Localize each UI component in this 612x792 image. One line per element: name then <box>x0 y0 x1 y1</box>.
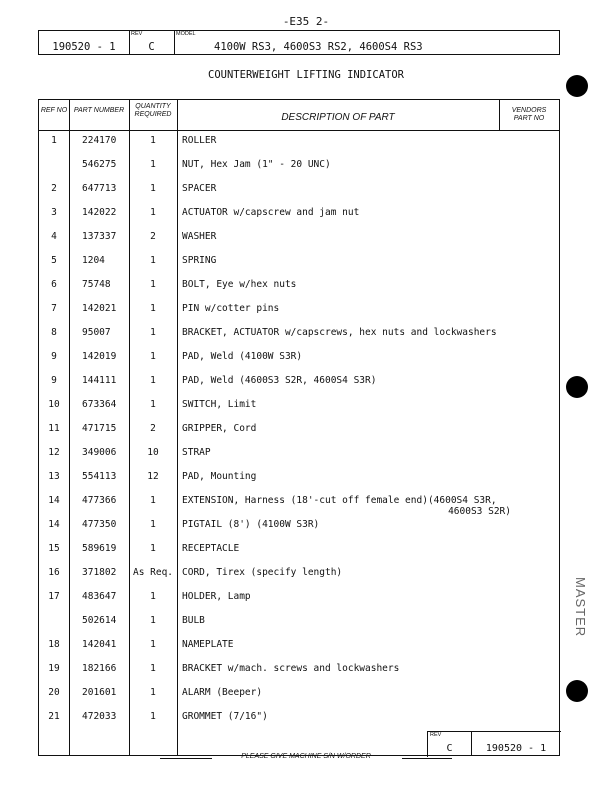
ref-no-cell: 9 <box>51 351 57 362</box>
table-row <box>39 471 559 495</box>
description-cell: NUT, Hex Jam (1" - 20 UNC) <box>182 159 331 170</box>
part-number-cell: 477366 <box>82 495 117 506</box>
part-number-cell: 137337 <box>82 231 117 242</box>
col-description: DESCRIPTION OF PART <box>281 112 395 123</box>
quantity-cell: 1 <box>150 711 156 722</box>
quantity-cell: 2 <box>150 423 156 434</box>
table-row <box>39 183 559 207</box>
ref-no-cell: 11 <box>48 423 60 434</box>
footer-rev: C <box>446 743 453 754</box>
footer-part-number: 190520 - 1 <box>485 743 547 754</box>
ref-no-cell: 19 <box>48 663 60 674</box>
part-number-cell: 546275 <box>82 159 117 170</box>
ref-no-cell: 15 <box>48 543 60 554</box>
header-rule <box>39 130 559 131</box>
table-row <box>39 207 559 231</box>
ref-no-cell: 16 <box>48 567 60 578</box>
quantity-cell: 1 <box>150 351 156 362</box>
quantity-cell: 1 <box>150 135 156 146</box>
table-row <box>39 279 559 303</box>
page-code: -E35 2- <box>282 15 330 28</box>
part-number-cell: 472033 <box>82 711 117 722</box>
table-row <box>39 327 559 351</box>
ref-no-cell: 5 <box>51 255 57 266</box>
binder-hole-middle <box>566 376 588 398</box>
parts-table <box>38 99 560 756</box>
description-cell: GRIPPER, Cord <box>182 423 257 434</box>
quantity-cell: 1 <box>150 303 156 314</box>
table-row <box>39 567 559 591</box>
ref-no-cell: 17 <box>48 591 60 602</box>
col-quantity-required: QUANTITY REQUIRED <box>134 103 172 118</box>
header-model: 4100W RS3, 4600S3 RS2, 4600S4 RS3 <box>214 41 423 53</box>
ref-no-cell: 6 <box>51 279 57 290</box>
description-cell: BRACKET w/mach. screws and lockwashers <box>182 663 400 674</box>
description-cell: ACTUATOR w/capscrew and jam nut <box>182 207 360 218</box>
table-row <box>39 615 559 639</box>
table-row <box>39 447 559 471</box>
part-number-cell: 471715 <box>82 423 117 434</box>
table-row <box>39 255 559 279</box>
page-title: COUNTERWEIGHT LIFTING INDICATOR <box>208 69 404 81</box>
part-number-cell: 1204 <box>82 255 105 266</box>
quantity-cell: 12 <box>147 471 159 482</box>
ref-no-cell: 10 <box>48 399 60 410</box>
table-row <box>39 399 559 423</box>
quantity-cell: 10 <box>147 447 159 458</box>
ref-no-cell: 2 <box>51 183 57 194</box>
table-row <box>39 375 559 399</box>
part-number-cell: 75748 <box>82 279 111 290</box>
description-cell: NAMEPLATE <box>182 639 234 650</box>
order-note-text: PLEASE GIVE MACHINE S/N W/ORDER <box>241 753 371 760</box>
ref-no-cell: 18 <box>48 639 60 650</box>
description-cell: WASHER <box>182 231 217 242</box>
description-cell: RECEPTACLE <box>182 543 240 554</box>
note-rule-right <box>402 758 452 759</box>
table-row <box>39 543 559 567</box>
table-row <box>39 231 559 255</box>
ref-no-cell: 3 <box>51 207 57 218</box>
ref-no-cell: 13 <box>48 471 60 482</box>
part-number-cell: 144111 <box>82 375 117 386</box>
description-cell: BULB <box>182 615 205 626</box>
ref-no-cell: 14 <box>48 519 60 530</box>
part-number-cell: 554113 <box>82 471 117 482</box>
quantity-cell: 1 <box>150 207 156 218</box>
quantity-cell: 1 <box>150 399 156 410</box>
part-number-cell: 349006 <box>82 447 117 458</box>
part-number-cell: 182166 <box>82 663 117 674</box>
description-cell: PIGTAIL (8') (4100W S3R) <box>182 519 320 530</box>
ref-no-cell: 12 <box>48 447 60 458</box>
part-number-cell: 647713 <box>82 183 117 194</box>
header-model-caption: MODEL <box>176 31 196 37</box>
col-divider <box>499 100 500 130</box>
ref-no-cell: 7 <box>51 303 57 314</box>
part-number-cell: 142041 <box>82 639 117 650</box>
table-row <box>39 663 559 687</box>
header-model-cell <box>174 31 559 54</box>
ref-no-cell: 21 <box>48 711 60 722</box>
table-row <box>39 495 559 519</box>
description-cell: PAD, Mounting <box>182 471 257 482</box>
description-cell: ROLLER <box>182 135 217 146</box>
part-number-cell: 502614 <box>82 615 117 626</box>
binder-hole-top <box>566 75 588 97</box>
quantity-cell: 1 <box>150 615 156 626</box>
part-number-cell: 142021 <box>82 303 117 314</box>
part-number-cell: 224170 <box>82 135 117 146</box>
description-cell: GROMMET (7/16") <box>182 711 268 722</box>
ref-no-cell: 14 <box>48 495 60 506</box>
quantity-cell: 1 <box>150 543 156 554</box>
quantity-cell: 1 <box>150 639 156 650</box>
table-row <box>39 159 559 183</box>
col-part-number: PART NUMBER <box>73 107 125 114</box>
ref-no-cell: 9 <box>51 375 57 386</box>
binder-hole-bottom <box>566 680 588 702</box>
part-number-cell: 477350 <box>82 519 117 530</box>
ref-no-cell: 4 <box>51 231 57 242</box>
table-row <box>39 351 559 375</box>
ref-no-cell: 1 <box>51 135 57 146</box>
margin-stamp: MASTER <box>573 577 588 638</box>
description-cell: BOLT, Eye w/hex nuts <box>182 279 297 290</box>
description-cell: EXTENSION, Harness (18'-cut off female end)(4600S4 S3R, <box>182 495 497 506</box>
part-number-cell: 95007 <box>82 327 111 338</box>
table-row <box>39 423 559 447</box>
table-row <box>39 135 559 159</box>
part-number-cell: 589619 <box>82 543 117 554</box>
quantity-cell: 1 <box>150 495 156 506</box>
description-cell: CORD, Tirex (specify length) <box>182 567 343 578</box>
quantity-cell: As Req. <box>132 567 174 578</box>
col-ref-no: REF NO <box>40 107 68 114</box>
description-cell: BRACKET, ACTUATOR w/capscrews, hex nuts and lockwashers <box>182 327 497 338</box>
table-row <box>39 303 559 327</box>
quantity-cell: 1 <box>150 327 156 338</box>
part-number-cell: 371802 <box>82 567 117 578</box>
header-rev: C <box>148 41 155 53</box>
description-cell: ALARM (Beeper) <box>182 687 263 698</box>
table-row <box>39 639 559 663</box>
table-row <box>39 591 559 615</box>
quantity-cell: 1 <box>150 183 156 194</box>
quantity-cell: 1 <box>150 591 156 602</box>
description-cell: STRAP <box>182 447 211 458</box>
part-number-cell: 673364 <box>82 399 117 410</box>
description-cell: SPRING <box>182 255 217 266</box>
quantity-cell: 1 <box>150 519 156 530</box>
footer-rev-caption: REV <box>430 732 442 738</box>
part-number-cell: 142022 <box>82 207 117 218</box>
part-number-cell: 201601 <box>82 687 117 698</box>
description-cell: PAD, Weld (4600S3 S2R, 4600S4 S3R) <box>182 375 377 386</box>
quantity-cell: 1 <box>150 255 156 266</box>
table-row <box>39 687 559 711</box>
header-rev-cell <box>129 31 175 54</box>
order-note <box>160 753 452 760</box>
header-part-number-cell <box>39 31 130 54</box>
ref-no-cell: 20 <box>48 687 60 698</box>
description-cell: SWITCH, Limit <box>182 399 257 410</box>
quantity-cell: 2 <box>150 231 156 242</box>
ref-no-cell: 8 <box>51 327 57 338</box>
description-cell: HOLDER, Lamp <box>182 591 251 602</box>
col-vendors-part-no: VENDORS PART NO <box>511 107 547 122</box>
document-header <box>38 30 560 55</box>
part-number-cell: 142019 <box>82 351 117 362</box>
description-cell: PAD, Weld (4100W S3R) <box>182 351 303 362</box>
description-cell-continued: 4600S3 S2R) <box>448 506 511 517</box>
description-cell: SPACER <box>182 183 217 194</box>
quantity-cell: 1 <box>150 375 156 386</box>
quantity-cell: 1 <box>150 159 156 170</box>
description-cell: PIN w/cotter pins <box>182 303 280 314</box>
quantity-cell: 1 <box>150 663 156 674</box>
header-part-number: 190520 - 1 <box>52 41 116 53</box>
table-row <box>39 519 559 543</box>
note-rule-left <box>160 758 212 759</box>
quantity-cell: 1 <box>150 687 156 698</box>
header-rev-caption: REV <box>131 31 143 37</box>
part-number-cell: 483647 <box>82 591 117 602</box>
quantity-cell: 1 <box>150 279 156 290</box>
